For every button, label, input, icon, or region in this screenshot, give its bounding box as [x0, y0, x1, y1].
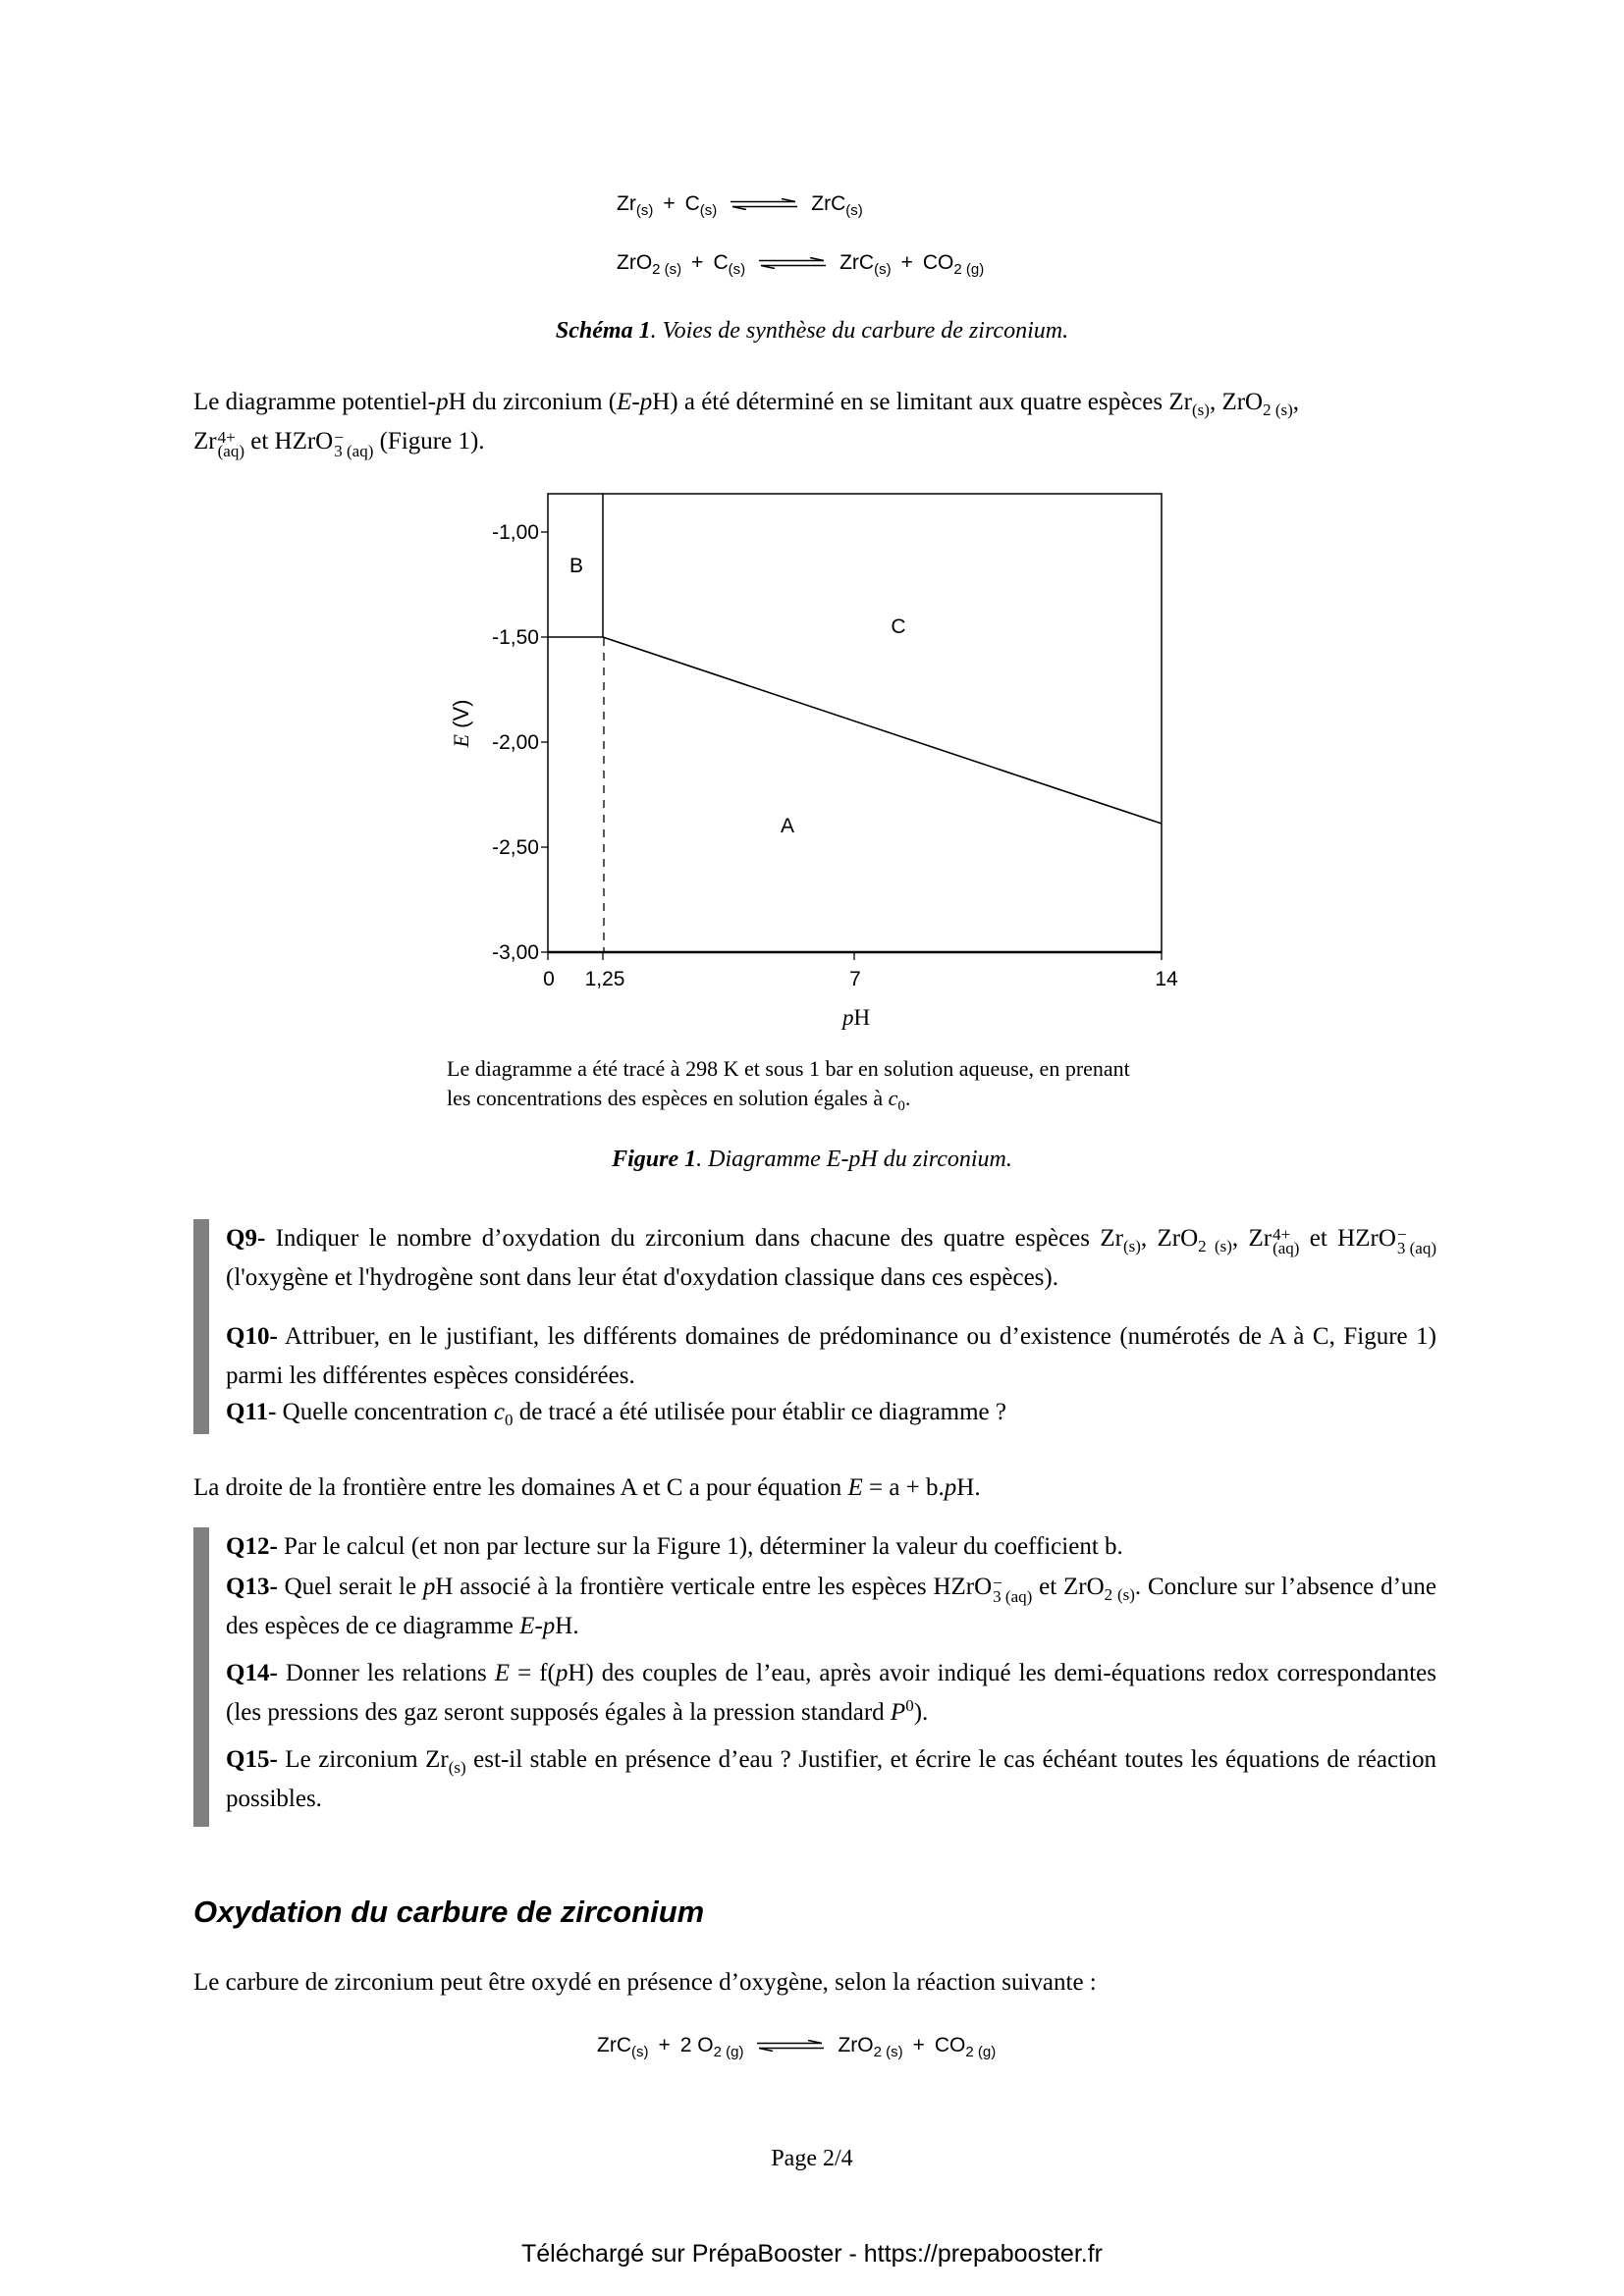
y-tick-label: -1,00 — [492, 521, 539, 544]
intro-paragraph: Le diagramme potentiel-pH du zirconium (E-pH) a été déterminé en se limitant aux quatre espèces $Zr_{(s)}$, ZrO$_{2 (s)}$, Zr 4+ (aq) et HZrO − 3 (aq) (Figure 1). — [193, 389, 1300, 460]
block-side-bar — [193, 1219, 209, 1434]
question-q13: Q13- Quel serait le pH associé à la frontière verticale entre les espèces HZrO − 3 (aq) et ZrO$_{2 (s)}$. Conclure sur l’absence d’une des espèces de ce diagramme E-pH. — [226, 1574, 1436, 1639]
plot-frame — [548, 494, 1162, 952]
region-label-c: C — [891, 615, 906, 638]
product-zrc: ZrC$_{(s)}$ — [811, 192, 863, 219]
reactant-c: $C_{(s)}$ — [684, 192, 718, 219]
oxidation-equation: ZrC$_{(s)}$ + 2 $O_{2 (g)}$ $ZrO_{2 (s)} + CO_{2 (g)}$ — [597, 2034, 997, 2060]
reactant-zro2: ZrO$_{2 (s)}$ — [617, 251, 682, 278]
figure-note: Le diagramme a été tracé à 298 K et sous 1 bar en solution aqueuse, en prenant les concentrations des espèces en solution égales à $c_0$. — [447, 1056, 1130, 1114]
scheme1-equation-2: $ZrO_{2 (s)} + C_{(s)}$ $ZrC_{(s)} + CO_{2 (g)}$ — [617, 251, 985, 278]
scheme1-caption: Schéma 1. Voies de synthèse du carbure de zirconium. — [555, 318, 1069, 344]
x-tick-label: 14 — [1155, 968, 1178, 990]
x-axis-label: pH — [841, 1005, 871, 1030]
y-axis-label: E (V) — [449, 699, 473, 748]
product-co2: $CO_{2 (g)}$ — [934, 2034, 997, 2060]
page-number: Page 2/4 — [771, 2146, 853, 2171]
questions-block-1 — [193, 1219, 1440, 1434]
product-zrc: ZrC$_{(s)}$ — [839, 251, 892, 278]
reactant-zr: $Zr_{(s)}$ — [617, 192, 654, 219]
e-ph-diagram — [0, 0, 1624, 1050]
y-tick-label: -2,50 — [492, 836, 539, 859]
product-co2: $CO_{2 (g)}$ — [922, 251, 985, 278]
questions-block-2 — [193, 1527, 1440, 1827]
x-tick-label: 1,25 — [584, 968, 625, 990]
boundary-equation-text: La droite de la frontière entre les domaines A et C a pour équation E = a + b.pH. — [193, 1474, 981, 1501]
equilibrium-arrow-icon — [757, 2034, 824, 2057]
figure1-caption: Figure 1. Diagramme E-pH du zirconium. — [612, 1147, 1012, 1172]
boundary-a-c-oblique — [603, 637, 1162, 824]
x-tick-label: 0 — [543, 968, 555, 990]
question-q14: Q14- Donner les relations E = f(pH) des couples de l’eau, après avoir indiqué les demi-équations redox correspondantes (les pressions des gaz seront supposés égales à la pression standard $P^0$). — [226, 1660, 1436, 1726]
question-q11: Q11- Quelle concentration $c_0$ de tracé a été utilisée pour établir ce diagramme ? — [226, 1399, 1006, 1429]
question-q12: Q12- Par le calcul (et non par lecture sur la Figure 1), déterminer la valeur du coefficient b. — [226, 1533, 1123, 1560]
region-label-a: A — [780, 815, 795, 837]
x-tick-label: 7 — [849, 968, 861, 990]
y-tick-label: -3,00 — [492, 941, 539, 964]
product-zro2: ZrO$_{2 (s)}$ — [838, 2034, 903, 2060]
reactant-zrc: ZrC$_{(s)}$ — [597, 2034, 649, 2060]
y-axis-ticks — [541, 532, 548, 952]
y-tick-label: -2,00 — [492, 731, 539, 754]
reactant-c: $C_{(s)}$ — [713, 251, 746, 278]
section-intro: Le carbure de zirconium peut être oxydé en présence d’oxygène, selon la réaction suivante : — [193, 1969, 1097, 1996]
question-q15: Q15- Le zirconium $Zr_{(s)}$ est-il stable en présence d’eau ? Justifier, et écrire le cas échéant toutes les équations de réaction possibles. — [226, 1746, 1436, 1812]
reactant-o2: 2 $O_{2 (g)}$ — [679, 2034, 744, 2060]
download-footer: Téléchargé sur PrépaBooster - https://prepabooster.fr — [521, 2240, 1103, 2268]
y-tick-label: -1,50 — [492, 626, 539, 649]
section-title: Oxydation du carbure de zirconium — [193, 1895, 705, 1929]
question-q10: Q10- Attribuer, en le justifiant, les différents domaines de prédominance ou d’existence (numérotés de A à C, Figure 1) parmi les différentes espèces considérées. — [226, 1323, 1436, 1389]
block-side-bar — [193, 1527, 209, 1827]
question-q9: Q9- Indiquer le nombre d’oxydation du zirconium dans chacune des quatre espèces $Zr_{(s)}$, ZrO$_{2 (s)}$, Zr 4+ (aq) et HZrO − 3 (aq) (l'oxygène et l'hydrogène sont dans leur état d'oxydation classique dans ces espèces). — [226, 1225, 1436, 1291]
scheme1-equation-1: $Zr_{(s)} + C_{(s)}$ ZrC$_{(s)}$ — [617, 192, 863, 219]
region-label-b: B — [568, 555, 584, 577]
